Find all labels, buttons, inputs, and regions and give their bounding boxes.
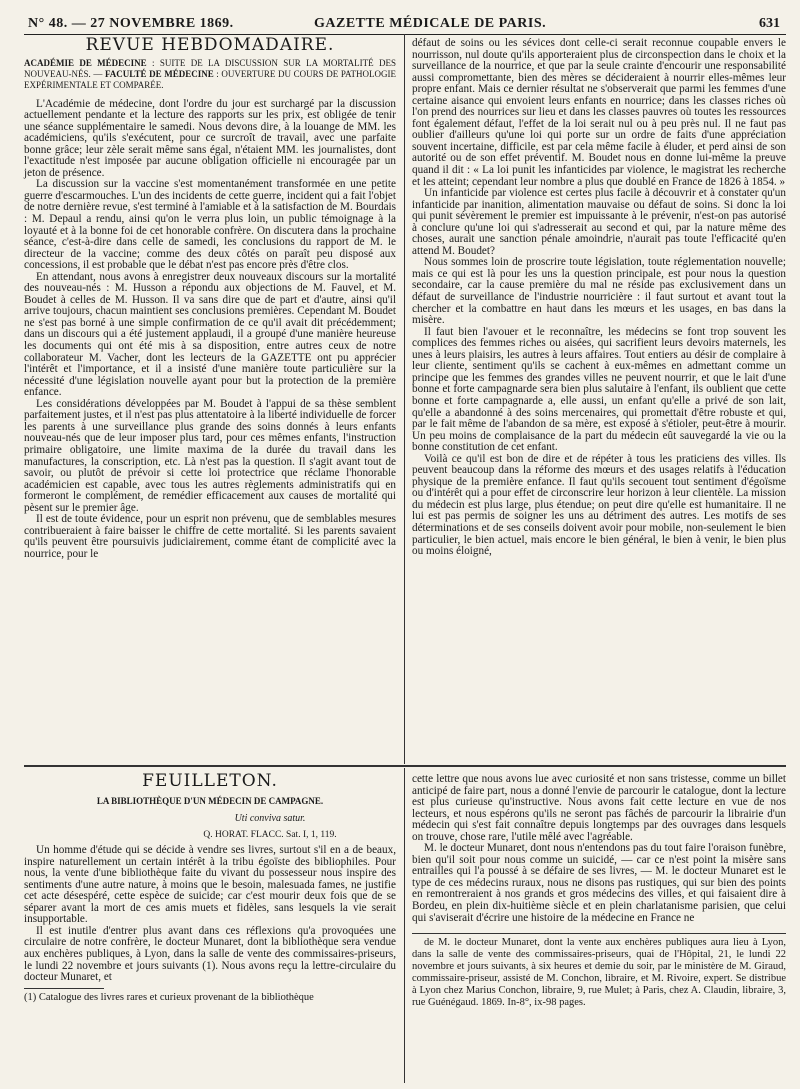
revue-column-continued	[412, 38, 786, 558]
subhead-text-1: : SUITE DE LA DISCUSSION SUR LA MORTALITÉ DES NOUVEAU-NÉS. —	[24, 57, 396, 79]
feuilleton-paragraph: cette lettre que nous avons lue avec curiosité et non sans tristesse, comme un billet anticipé de faire part, nous a donné l'envie de parcourir le catalogue, dont la lecture est plus curieuse qu'instructive. Nous avons fait cette lecture en vue de nos lecteurs, et nous espérons qu'ils ne seront pas fâchés de parcourir la librairie d'un médecin qui s'est fait connaître depuis longtemps par des ouvrages dans lesquels on trouve, chose rare, l'utile mêlé avec l'agréable.	[412, 773, 786, 843]
revue-paragraph: Il faut bien l'avouer et le reconnaître, les médecins se font trop souvent les complices des femmes riches ou aisées, qui sacrifient leurs devoirs maternels, les unes à leurs plaisirs, les autres à leurs affaires. Tout entiers au désir de complaire à leur cliente, sentiment qu'ils se cachent à eux-mêmes en admettant comme un principe que les femmes des grandes villes ne peuvent nourrir, et que le lait d'une bonne et forte campagnarde sera bien plus salutaire à l'enfant, ils oublient que cette bonne et forte campagnarde a, elle aussi, un enfant qu'elle a privé de son lait, qu'elle a abandonné à des soins mercenaires, qui promettait d'être robuste et qui, par le fait même de l'abandon de sa mère, est exposé à s'étioler, peut-être à mourir. Un peu moins de complaisance de la part du médecin eût sauvegardé la vie ou la bonne constitution de cet enfant.	[412, 325, 786, 454]
revue-subhead	[24, 58, 396, 91]
revue-paragraph: Les considérations développées par M. Boudet à l'appui de sa thèse semblent parfaitement justes, et il n'est pas plus attentatoire à la liberté individuelle de forcer les parents à une surveillance plus grande des soins donnés à leurs enfants nouveau-nés que de leur imposer plus tard, pour ces mêmes enfants, l'instruction primaire obligatoire, une limite maxima de la durée du travail dans les manufactures, la conscription, etc. Là n'est pas la question. Il s'agit avant tout de savoir, ou plutôt de prévoir si cette loi protectrice que réclame l'honorable académicien est capable, avec tous les autres règlements administratifs qui en formeront le complément, de remédier efficacement aux causes de mortalité qui pèsent sur le premier âge.	[24, 397, 396, 514]
feuilleton-paragraph: Un homme d'étude qui se décide à vendre ses livres, surtout s'il en a de beaux, inspire naturellement un certain intérêt à la tribu égoïste des bibliophiles. Pour nous, la vente d'une bibliothèque faite du vivant du possesseur nous inspire des sentiments d'une autre nature, à moins que le besoin, malesuada fames, ne justifie cet acte désespéré, cette espèce de suicide; car c'est mourir deux fois que de se séparer avant la mort de ces amis muets et fidèles, sans lesquels la vie serait insupportable.	[24, 844, 396, 926]
epigraph-source: Q. HORAT. FLACC. Sat. I, 1, 119.	[203, 830, 337, 841]
journal-name: GAZETTE MÉDICALE DE PARIS.	[314, 16, 547, 31]
footnote-rule	[412, 933, 786, 934]
revue-column	[24, 36, 396, 560]
column-divider-top	[404, 34, 405, 764]
footnote-rule	[24, 988, 104, 989]
issue-line: N° 48. — 27 NOVEMBRE 1869.	[28, 16, 234, 31]
feuilleton-paragraph: M. le docteur Munaret, dont nous n'entendons pas du tout faire l'oraison funèbre, bien qu'il soit pour nous comme un suicidé, — car ce n'est point la misère sans entrailles qui l'a poussé à se défaire de ses livres, — M. le docteur Munaret est le type de ces médecins ruraux, nous ne disons pas rustiques, qui sur bien des points en remontreraient à nos grands et gros médecins des villes, et qui faisaient dire à Bordeu, en plein dix-huitième siècle et en plein charlatanisme parisien, que celui qui s'aviserait d'écrire une histoire de la médecine en France ne	[412, 842, 786, 924]
revue-paragraph: Il est de toute évidence, pour un esprit non prévenu, que de semblables mesures contribueraient à faire baisser le chiffre de cette mortalité. Si les parents savaient qu'ils peuvent être poursuivis judiciairement, comme étant de complicité avec la nourrice, pour le	[24, 513, 396, 560]
feuilleton-title: FEUILLETON.	[142, 771, 278, 791]
feuilleton-subtitle: LA BIBLIOTHÈQUE D'UN MÉDECIN DE CAMPAGNE.	[96, 795, 324, 806]
epigraph-quote: Uti conviva satur.	[234, 813, 306, 825]
revue-paragraph: Un infanticide par violence est certes plus facile à découvrir et à constater qu'un infanticide par inanition, alimentation mauvaise ou défaut de soins. Si donc la loi qui punit sévèrement le premier est impuissante à le prévenir, n'est-on pas autorisé à conclure qu'une loi qui s'adresserait au second et qui, par la nature même des choses, aurait une sanction pénale amoindrie, n'aurait pas toute l'efficacité qu'en attend M. Boudet?	[412, 187, 786, 257]
revue-paragraph: En attendant, nous avons à enregistrer deux nouveaux discours sur la mortalité des nouveau-nés : M. Husson a répondu aux objections de M. Fauvel, et M. Boudet à celles de M. Husson. Il va sans dire que de part et d'autre, ainsi qu'il arrive toujours, chacun maintient ses conclusions premières. Cependant M. Boudet ne s'est pas borné à une simple confirmation de ce qu'il avait dit précédemment; dans un discours qui a été justement applaudi, il a groupé d'une manière heureuse les documents qui ont été mis à sa disposition, entre autres ceux de notre collaborateur M. Vacher, dont les lecteurs de la GAZETTE ont pu apprécier l'intérêt et l'importance, et il a insisté d'une manière toute particulière sur la nécessité d'une législation nouvelle ayant pour but la protection de la première enfance.	[24, 270, 396, 399]
footnote: (1) Catalogue des livres rares et curieux provenant de la bibliothèque	[24, 991, 314, 1003]
revue-paragraph: La discussion sur la vaccine s'est momentanément transformée en une petite guerre d'escarmouches. L'un des incidents de cette guerre, incident qui a fait l'objet de notre dernière revue, s'est terminé à l'amiable et à la satisfaction de M. Bourdais : M. Depaul a rendu, ainsi qu'on le verra plus loin, un public témoignage à la loyauté et à la bonne foi de cet honorable confrère. On discutera dans la prochaine séance, c'est-à-dire dans celle de samedi, les conclusions du rapport de M. le directeur de la vaccine; comme des deux côtés on paraît peu disposé aux concessions, il est probable que le débat n'est pas encore près d'être clos.	[24, 178, 396, 272]
revue-paragraph: défaut de soins ou les sévices dont celle-ci serait reconnue coupable envers le nourrisson, nul doute qu'ils apporteraient plus de circonspection dans le choix et la surveillance de la nourrice, et que par la seule crainte d'encourir une responsabilité aussi compromettante, bien des mères se décideraient à nourrir elles-mêmes leur propre enfant. Mais ce dernier résultat ne s'observerait que parmi les femmes d'une certaine aisance qui envoient leurs enfants en nourrice; dans les classes riches où l'on prend des nourrices sur lieu et dans les classes pauvres où toutes les ressources font également défaut, l'effet de la loi serait nul ou à peu près nul. Il ne faut pas oublier d'ailleurs qu'une loi qui porte sur un ordre de faits d'une appréciation souvent incertaine, difficile, est par cela même facile à éluder, et perd ainsi de son autorité ou de son effet préventif. M. Boudet nous en donne lui-même la preuve quand il dit : « La loi punit les infanticides par violence, le magistrat les recherche et les atteint; cependant leur nombre a plus que doublé en France de 1826 à 1854. »	[412, 37, 786, 188]
section-divider	[24, 765, 786, 767]
subhead-text-2: : OUVERTURE DU COURS DE PATHOLOGIE EXPÉRIMENTALE ET COMPARÉE.	[24, 68, 396, 90]
feuilleton-column-continued	[412, 774, 786, 1009]
revue-title: REVUE HEBDOMADAIRE.	[85, 35, 335, 55]
page-number: 631	[759, 16, 780, 31]
newspaper-page	[24, 8, 786, 1083]
revue-paragraph: L'Académie de médecine, dont l'ordre du jour est surchargé par la discussion actuellement pendante et la lecture des rapports sur les prix, est obligée de tenir une séance supplémentaire le samedi. Nous devons dire, à la louange de MM. les académiciens, qu'ils s'exécutent, pour ce surcroît de travail, avec une parfaite bonne grâce; leur zèle serait même sans égal, n'étaient MM. les journalistes, dont l'exactitude n'est imposée par aucune obligation officielle ni encouragée par un jeton de présence.	[24, 97, 396, 179]
feuilleton-column	[24, 772, 396, 1004]
column-divider-bottom	[404, 768, 405, 1083]
subhead-faculte: FACULTÉ DE MÉDECINE	[104, 68, 214, 79]
page-header	[24, 8, 786, 35]
revue-paragraph: Nous sommes loin de proscrire toute législation, toute réglementation nouvelle; mais ce qui est là pour les uns la question principale, est pour nous la question secondaire, car la cause première du mal ne réside pas exclusivement dans un défaut de surveillance de l'industrie nourricière : il faut surtout et avant tout la chercher et la combattre en haut dans les mœurs et les usages, en bas dans la misère.	[412, 256, 786, 327]
footnote-continued: de M. le docteur Munaret, dont la vente aux enchères publiques aura lieu à Lyon, dans la salle de vente des commissaires-priseurs, quai de l'Hôpital, 21, le lundi 22 novembre et jours suivants, à six heures et demie du soir, par le ministère de M. Giraud, commissaire-priseur, assisté de M. Conchon, libraire, et M. Rivoire, expert. Se distribue à Lyon chez Marius Conchon, libraire, 9, rue Mulet; à Paris, chez A. Claudin, libraire, 3, rue Guénégaud. 1869. In-8°, ix-98 pages.	[412, 937, 786, 1009]
feuilleton-paragraph: Il est inutile d'entrer plus avant dans ces réflexions qu'a provoquées une circulaire de notre confrère, le docteur Munaret, dont la bibliothèque sera vendue aux enchères publiques, à Lyon, dans la salle de vente des commissaires-priseurs, le lundi 22 novembre et jours suivants (1). Nous avons reçu la lettre-circulaire du docteur Munaret, et	[24, 924, 396, 984]
revue-paragraph: Voilà ce qu'il est bon de dire et de répéter à tous les praticiens des villes. Ils peuvent beaucoup dans la réforme des mœurs et des usages relatifs à l'éducation physique de la première enfance. Il faut qu'ils secouent tout sentiment d'égoïsme ou d'intérêt qui a pour effet de circonscrire leur horizon à leur clientèle. La mission du médecin est plus large, plus étendue; on peut dire qu'elle est humanitaire. Il ne lui est pas permis de soigner les uns au détriment des autres. Les motifs de ses déterminations et de ses conseils doivent avoir pour mobile, non-seulement le bien particulier, le bien actuel, mais encore le bien général, le bien à venir, le bien plus ou moins éloigné,	[412, 452, 786, 558]
subhead-academie: ACADÉMIE DE MÉDECINE	[24, 57, 147, 68]
